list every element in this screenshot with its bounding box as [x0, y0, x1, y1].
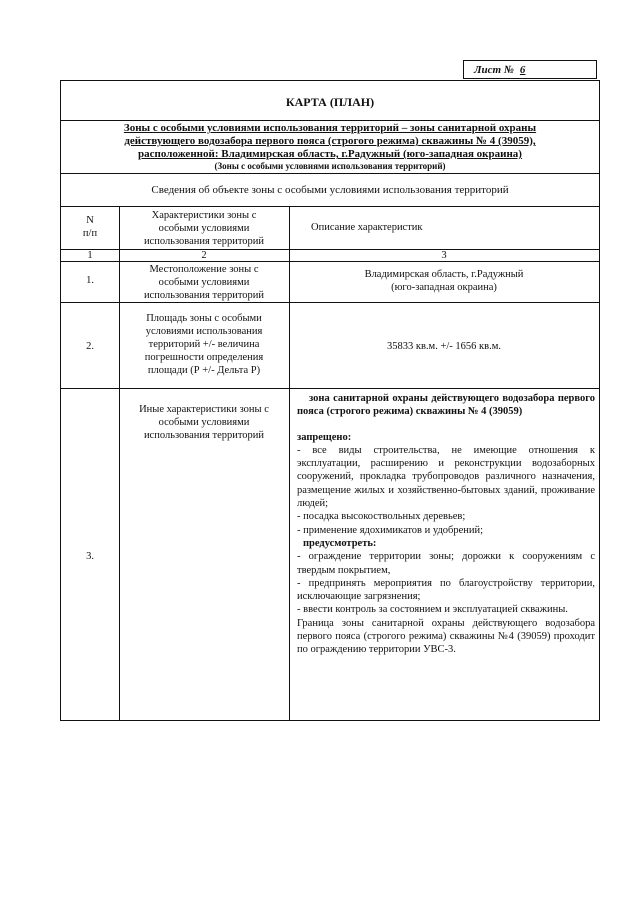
subtitle-line-1: Зоны с особыми условиями использования территорий – зоны санитарной охраны [123, 122, 537, 134]
row-3-description [297, 392, 595, 657]
col-number-1: 1 [87, 250, 93, 261]
forbidden-item: - все виды строительства, не имеющие отношения к эксплуатации, расширению и реконструкции водозаборных сооружений, прокладка трубопроводов различного назначения, размещение жилых и хозяйственно-бытовых зданий, проживание людей; [297, 444, 595, 510]
page-title: КАРТА (ПЛАН) [285, 95, 375, 109]
divider [61, 302, 599, 303]
row-1-number: 1. [86, 275, 94, 286]
header-characteristics: Характеристики зоны с особыми условиями использования территорий [143, 210, 265, 247]
divider [61, 388, 599, 389]
row-3-name: Иные характеристики зоны с особыми условиями использования территорий [139, 404, 269, 441]
zone-subtitle [61, 122, 599, 171]
col-number-2: 2 [201, 250, 207, 261]
forbidden-item: - применение ядохимикатов и удобрений; [297, 524, 484, 536]
subtitle-line-3: расположенной: Владимирская область, г.Радужный (юго-западная окраина) [138, 148, 522, 160]
sheet-label: Лист № [474, 63, 514, 76]
divider [61, 120, 599, 121]
boundary-text: Граница зоны санитарной охраны действующего водозабора первого пояса (строгого режима) скважины №4 (39059) проходит по ограждению территории УВС-3. [297, 617, 595, 656]
header-number: N п/п [82, 215, 98, 239]
divider [61, 173, 599, 174]
header-description: Описание характеристик [311, 222, 423, 233]
subtitle-note: (Зоны с особыми условиями использования территорий) [214, 161, 446, 171]
sheet-number: 6 [519, 63, 526, 76]
section-title: Сведения об объекте зоны с особыми условиями использования территорий [151, 184, 509, 196]
zone-intro: зона санитарной охраны действующего водозабора первого пояса (строгого режима) скважины № 4 (39059) [297, 393, 595, 418]
document-frame [60, 80, 600, 721]
subtitle-line-2: действующего водозабора первого пояса (строгого режима) скважины № 4 (39059), [124, 135, 536, 147]
row-2-value: 35833 кв.м. +/- 1656 кв.м. [387, 341, 501, 352]
divider [61, 261, 599, 262]
provide-heading: предусмотреть: [303, 537, 377, 549]
provide-item: - предпринять мероприятия по благоустройству территории, исключающие загрязнения; [297, 577, 595, 603]
divider [61, 206, 599, 207]
forbidden-item: - посадка высокоствольных деревьев; [297, 511, 466, 523]
row-2-name: Площадь зоны с особыми условиями использования территорий +/- величина погрешности определения площади (Р +/- Дельта Р) [144, 313, 264, 376]
provide-item: - ввести контроль за состоянием и эксплуатацией скважины. [297, 604, 568, 616]
provide-item: - ограждение территории зоны; дорожки к сооружениям с твердым покрытием, [297, 551, 595, 576]
row-1-name: Местоположение зоны с особыми условиями использования территорий [143, 264, 265, 301]
col-number-3: 3 [441, 250, 447, 261]
row-1-value: Владимирская область, г.Радужный (юго-западная окраина) [364, 269, 524, 293]
sheet-number-box [463, 60, 597, 79]
forbidden-heading: запрещено: [297, 431, 352, 443]
row-2-number: 2. [86, 341, 94, 352]
row-3-number: 3. [86, 551, 94, 562]
